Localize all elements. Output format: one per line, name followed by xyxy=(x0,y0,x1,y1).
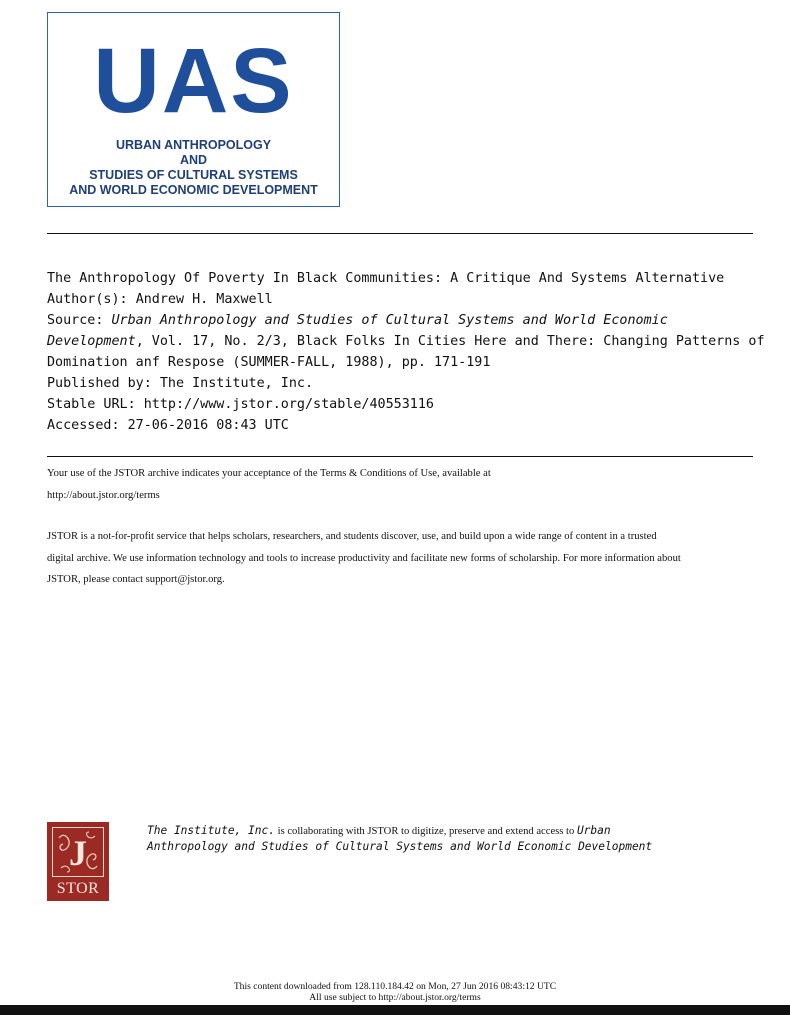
collab-publisher: The Institute, Inc. xyxy=(147,824,275,837)
about-line-1: JSTOR is a not-for-profit service that helps scholars, researchers, and students discover, use, and build upon a wide range of content in a trusted xyxy=(47,531,657,542)
source-details: , Vol. 17, No. 2/3, Black Folks In Cities Here and There: Changing Patterns of xyxy=(135,334,765,349)
about-line-3: JSTOR, please contact support@jstor.org. xyxy=(47,574,225,585)
author-label: Author(s): xyxy=(47,292,128,307)
terms-line-1: Your use of the JSTOR archive indicates your acceptance of the Terms & Conditions of Use, available at xyxy=(47,468,491,479)
source-line-2 xyxy=(47,331,765,352)
article-metadata xyxy=(47,268,765,436)
publisher-line xyxy=(47,373,757,394)
middle-divider xyxy=(47,456,753,457)
bottom-bar xyxy=(0,1005,790,1015)
jstor-j-ornament-icon xyxy=(53,828,103,876)
author-name: Andrew H. Maxwell xyxy=(135,292,273,307)
jstor-logo xyxy=(47,822,109,901)
collab-line-2 xyxy=(147,840,727,856)
jstor-logo-letter: J xyxy=(69,833,87,873)
author-line xyxy=(47,289,757,310)
jstor-logo-word: STOR xyxy=(56,880,100,897)
source-line-3: Domination anf Respose (SUMMER-FALL, 1988), pp. 171-191 xyxy=(47,355,491,370)
logo-line-1: URBAN ANTHROPOLOGY xyxy=(115,138,272,152)
stable-url-link[interactable]: http://www.jstor.org/stable/40553116 xyxy=(143,397,434,412)
logo-line-3: STUDIES OF CULTURAL SYSTEMS xyxy=(89,168,298,182)
top-divider xyxy=(47,233,753,234)
accessed-line xyxy=(47,415,757,436)
source-line-1 xyxy=(47,310,757,331)
collab-line-1 xyxy=(147,824,727,840)
terms-notice xyxy=(47,463,757,506)
logo-acronym: UAS xyxy=(93,30,294,132)
logo-line-4: AND WORLD ECONOMIC DEVELOPMENT xyxy=(69,183,318,197)
terms-link[interactable]: http://about.jstor.org/terms xyxy=(47,489,160,501)
stable-url-label: Stable URL: xyxy=(47,397,136,412)
collab-text: is collaborating with JSTOR to digitize, preserve and extend access to xyxy=(274,826,577,837)
uas-logo xyxy=(47,12,340,207)
publisher-name: The Institute, Inc. xyxy=(159,376,314,391)
journal-title-part-2: Development xyxy=(47,334,136,349)
logo-line-2: AND xyxy=(179,153,208,167)
footer-line-1: This content downloaded from 128.110.184.42 on Mon, 27 Jun 2016 08:43:12 UTC xyxy=(233,981,557,992)
download-footer xyxy=(0,981,790,1003)
jstor-about xyxy=(47,526,757,591)
collab-journal-1: Urban xyxy=(576,824,611,837)
stable-url-line xyxy=(47,394,757,415)
collab-journal-2: Anthropology and Studies of Cultural Systems and World Economic Development xyxy=(147,839,653,853)
accessed-date: 27-06-2016 08:43 UTC xyxy=(127,418,289,433)
publisher-label: Published by: xyxy=(47,376,152,391)
source-label: Source: xyxy=(47,313,104,328)
article-title: The Anthropology Of Poverty In Black Communities: A Critique And Systems Alternative xyxy=(47,271,725,286)
about-line-2: digital archive. We use information technology and tools to increase productivity and facilitate new forms of scholarship. For more information about xyxy=(47,552,681,564)
jstor-logo-emblem xyxy=(52,827,104,877)
journal-title-part-1: Urban Anthropology and Studies of Cultural Systems and World Economic xyxy=(111,313,668,328)
collaboration-notice xyxy=(147,824,727,855)
footer-line-2: All use subject to http://about.jstor.org/terms xyxy=(309,992,481,1003)
accessed-label: Accessed: xyxy=(47,418,120,433)
